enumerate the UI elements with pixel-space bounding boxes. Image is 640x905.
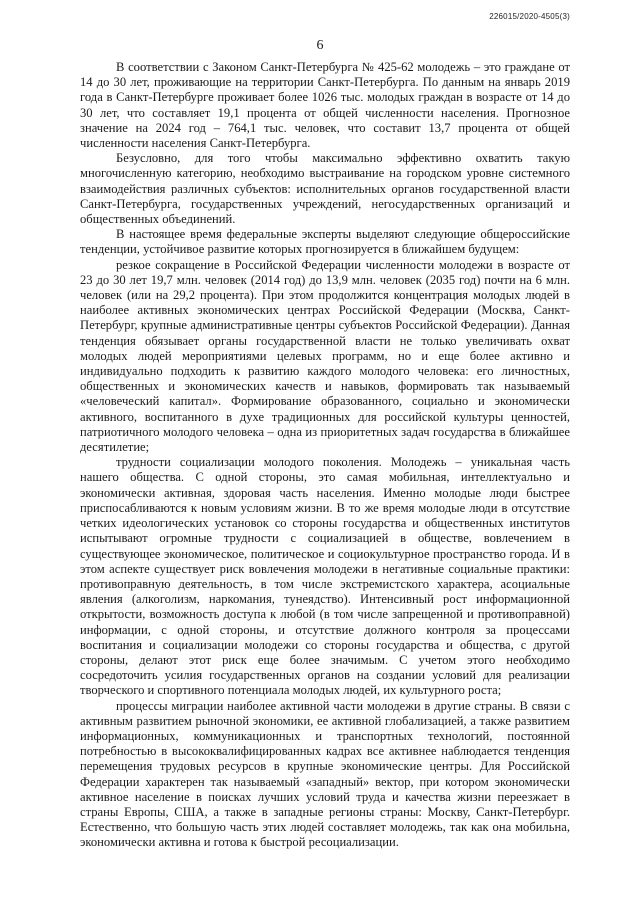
paragraph-law-definition: В соответствии с Законом Санкт-Петербурга № 425-62 молодежь – это граждане от 14 до 30 лет, проживающие на территории Санкт-Петербурга. По данным на январь 2019 года в Санкт-Петербурге проживает более 1026 тыс. молодых граждан в возрасте от 14 до 30 лет, что составляет 19,1 процента от общей численности населения. Прогнозное значение на 2024 год – 764,1 тыс. человек, что составит 13,7 процента от общей численности населения Санкт-Петербурга.: [80, 60, 570, 151]
registration-stamp: 226015/2020-4505(3): [489, 12, 570, 21]
paragraph-socialization: трудности социализации молодого поколения. Молодежь – уникальная часть нашего общества. С одной стороны, это самая мобильная, интеллектуально и экономически активная, здоровая часть населения. Именно молодые люди быстрее приспосабливаются к новым условиям жизни. В то же время молодые люди в отсутствие четких идеологических установок со стороны государства и общественных институтов испытывают огромные трудности с социализацией в обществе, вовлечением в существующее экономическое, политическое и социокультурное пространство города. И в этом аспекте существует риск вовлечения молодежи в негативные социальные практики: противоправную деятельность, в том числе экстремистского характера, асоциальные явления (алкоголизм, наркомания, тунеядство). Интенсивный рост информационной открытости, возможность доступа к любой (в том числе запрещенной и противоправной) информации, с одной стороны, и отсутствие должного контроля за процессами воспитания и социализации молодежи со стороны государства и общества, с другой стороны, делают этот риск еще более значимым. С учетом этого необходимо сосредоточить усилия государственных органов на создании условий для реализации творческого и спортивного потенциала молодых людей, их культурного роста;: [80, 455, 570, 698]
paragraph-trends-intro: В настоящее время федеральные эксперты выделяют следующие общероссийские тенденции, устойчивое развитие которых прогнозируется в ближайшем будущем:: [80, 227, 570, 257]
paragraph-youth-decline: резкое сокращение в Российской Федерации численности молодежи в возрасте от 23 до 30 лет 19,7 млн. человек (2014 год) до 13,9 млн. человек (2035 год) почти на 6 млн. человек (или на 29,2 процента). При этом продолжится концентрация молодых людей в наиболее активных экономических центрах Российской Федерации (Москва, Санкт-Петербург, крупные административные центры субъектов Российской Федерации). Данная тенденция обязывает органы государственной власти не только увеличивать охват молодых людей мероприятиями целевых программ, но и еще более активно и индивидуально подходить к развитию каждого молодого человека: его личностных, общественных и экономических качеств и навыков, формировать так называемый «человеческий капитал». Формирование образованного, социально и экономически активного, воспитанного в духе традиционных для российской культуры ценностей, патриотичного молодого человека – одна из приоритетных задач государства в ближайшее десятилетие;: [80, 257, 570, 455]
document-body: [80, 60, 570, 851]
page-number: 6: [316, 38, 324, 53]
paragraph-interaction: Безусловно, для того чтобы максимально эффективно охватить такую многочисленную категорию, необходимо выстраивание на городском уровне системного взаимодействия различных субъектов: исполнительных органов государственной власти Санкт-Петербурга, государственных учреждений, негосударственных организаций и общественных объединений.: [80, 151, 570, 227]
paragraph-migration: процессы миграции наиболее активной части молодежи в другие страны. В связи с активным развитием рыночной экономики, ее активной глобализацией, а также развитием информационных, коммуникационных и транспортных технологий, постоянной потребностью в высококвалифицированных кадрах все активнее наблюдается тенденция перемещения трудовых ресурсов в крупные экономические центры. Для Российской Федерации характерен так называемый «западный» вектор, при котором экономически активное население в поисках лучших условий труда и качества жизни переезжает в страны Европы, США, а также в западные регионы страны: Москву, Санкт-Петербург. Естественно, что большую часть этих людей составляет молодежь, так как она мобильна, экономически активна и готова к быстрой ресоциализации.: [80, 698, 570, 850]
